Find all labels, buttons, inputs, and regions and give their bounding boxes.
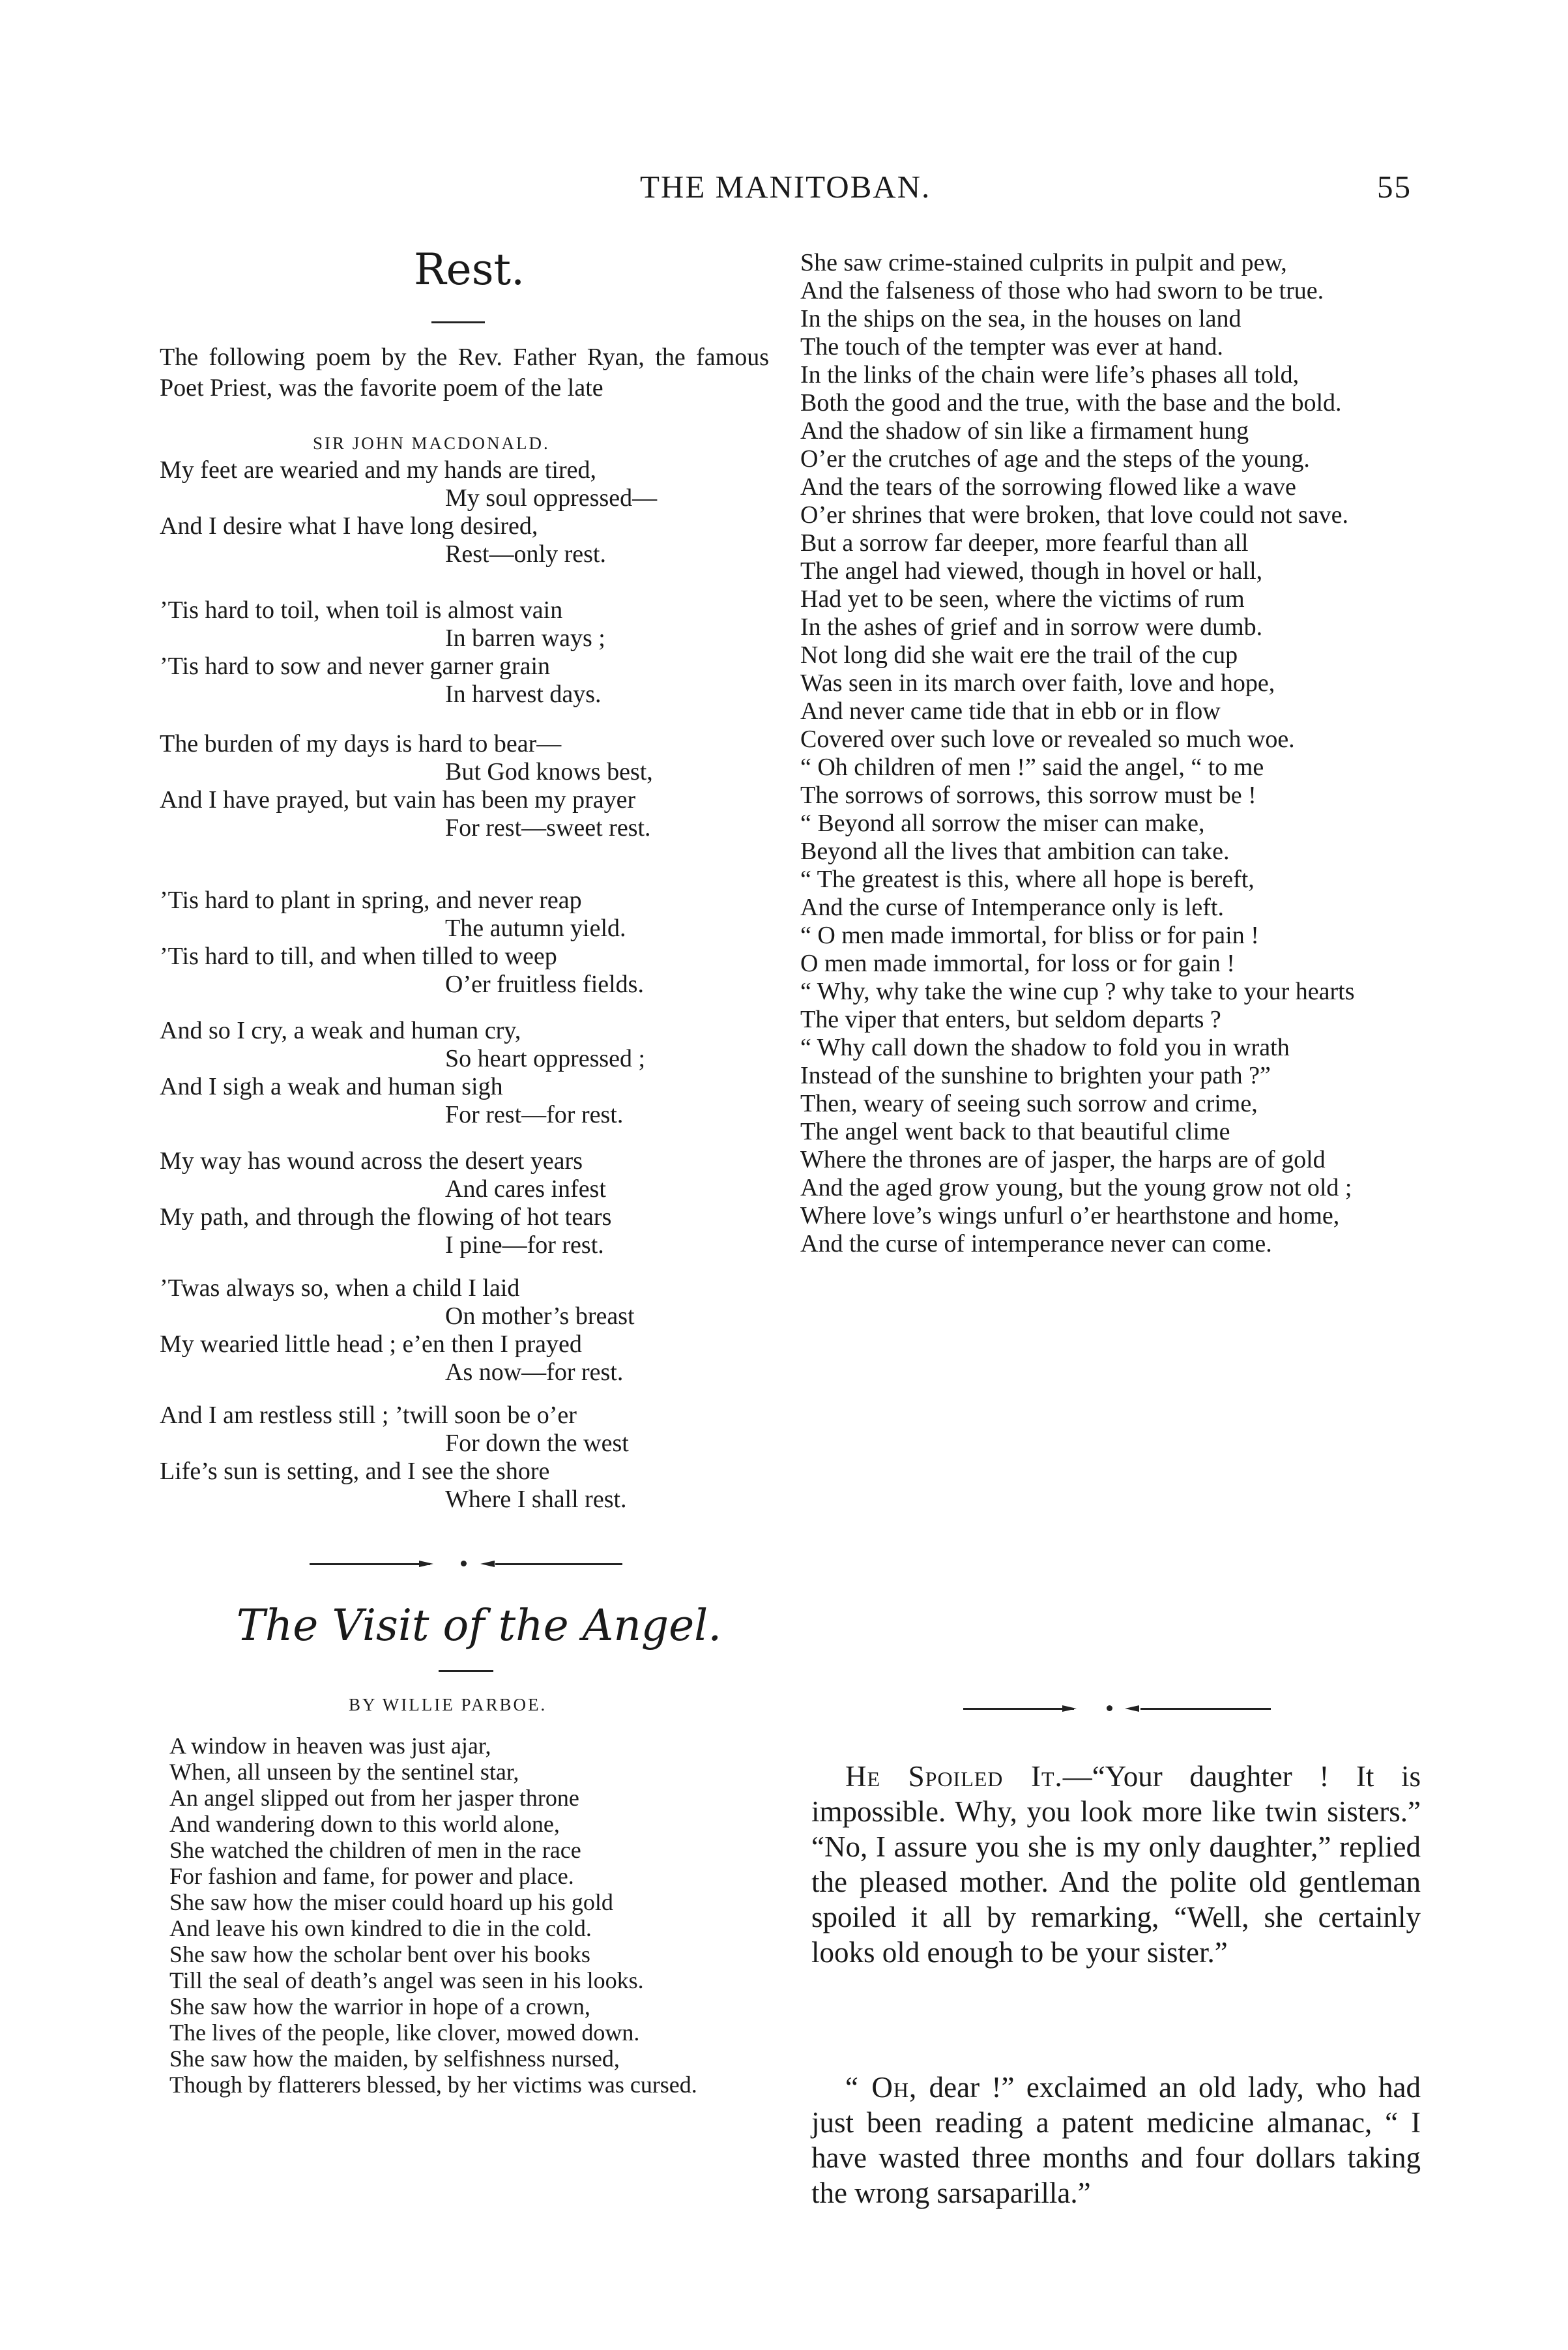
poem-line: And the tears of the sorrowing flowed like a wave	[800, 473, 1296, 501]
poem-line: Both the good and the true, with the base and the bold.	[800, 389, 1342, 417]
poem-line: “ Why call down the shadow to fold you in wrath	[800, 1034, 1290, 1061]
rest-dedication: SIR JOHN MACDONALD.	[313, 433, 550, 453]
poem-line: For down the west	[445, 1430, 629, 1457]
running-title: THE MANITOBAN.	[640, 169, 931, 205]
poem-line: For fashion and fame, for power and place.	[169, 1863, 574, 1889]
poem-line: She watched the children of men in the race	[169, 1837, 581, 1863]
poem-line: And I am restless still ; ’twill soon be o’er	[160, 1402, 577, 1429]
poem-line: On mother’s breast	[445, 1302, 635, 1330]
poem-line: And the aged grow young, but the young grow not old ;	[800, 1174, 1352, 1201]
angel-byline: BY WILLIE PARBOE.	[349, 1695, 547, 1714]
poem-line: “ Beyond all sorrow the miser can make,	[800, 810, 1205, 837]
poem-line: The viper that enters, but seldom departs ?	[800, 1006, 1221, 1033]
poem-line: ’Tis hard to sow and never garner grain	[160, 653, 551, 680]
poem-line: And the falseness of those who had sworn to be true.	[800, 277, 1324, 304]
poem-line: She saw how the miser could hoard up his gold	[169, 1889, 613, 1915]
poem-line: Life’s sun is setting, and I see the shore	[160, 1458, 550, 1485]
rest-stanza	[160, 1274, 772, 1387]
poem-line: In harvest days.	[445, 681, 602, 708]
poem-line: My soul oppressed—	[445, 484, 658, 512]
poem-line: And leave his own kindred to die in the cold.	[169, 1915, 592, 1941]
poem-line: “ O men made immortal, for bliss or for pain !	[800, 922, 1259, 949]
poem-line: A window in heaven was just ajar,	[169, 1733, 491, 1759]
poem-line: O’er the crutches of age and the steps of the young.	[800, 445, 1310, 473]
poem-line: Then, weary of seeing such sorrow and crime,	[800, 1090, 1258, 1117]
rest-stanza	[160, 1147, 772, 1259]
poem-line: And I sigh a weak and human sigh	[160, 1073, 503, 1100]
poem-line: For rest—sweet rest.	[445, 814, 651, 842]
rest-stanza	[160, 1402, 772, 1514]
poem-line: The sorrows of sorrows, this sorrow must be !	[800, 782, 1256, 809]
poem-line: In barren ways ;	[445, 624, 605, 652]
poem-line: ’Tis hard to plant in spring, and never reap	[160, 887, 582, 914]
angel-poem-right	[800, 249, 1426, 1258]
poem-line: She saw how the maiden, by selfishness nursed,	[169, 2046, 620, 2072]
poem-line: And never came tide that in ebb or in flow	[800, 698, 1221, 725]
poem-line: Was seen in its march over faith, love and hope,	[800, 669, 1275, 697]
poem-line: The autumn yield.	[445, 915, 626, 942]
poem-line: My way has wound across the desert years	[160, 1147, 583, 1175]
running-header	[0, 168, 1568, 207]
poem-line: Where love’s wings unfurl o’er hearthstone and home,	[800, 1202, 1340, 1229]
poem-line: In the links of the chain were life’s phases all told,	[800, 361, 1299, 389]
poem-line: The lives of the people, like clover, mowed down.	[169, 2020, 640, 2046]
poem-line: She saw how the scholar bent over his books	[169, 1941, 590, 1967]
poem-line: “ Oh children of men !” said the angel, “ to me	[800, 754, 1264, 781]
poem-line: As now—for rest.	[445, 1359, 624, 1386]
poem-line: ’Tis hard to till, and when tilled to weep	[160, 943, 557, 970]
poem-line: Not long did she wait ere the trail of the cup	[800, 641, 1238, 669]
angel-poem-left	[169, 1733, 776, 2098]
angel-title-rule	[439, 1670, 493, 1672]
poem-line: Where I shall rest.	[445, 1486, 627, 1513]
poem-line: Covered over such love or revealed so much woe.	[800, 726, 1295, 753]
poem-line: In the ships on the sea, in the houses on land	[800, 305, 1241, 332]
anecdote-lead: “ Oh,	[845, 2071, 918, 2104]
poem-line: “ Why, why take the wine cup ? why take to your hearts	[800, 978, 1355, 1005]
anecdote-sarsaparilla	[811, 2070, 1421, 2210]
poem-line: In the ashes of grief and in sorrow were dumb.	[800, 613, 1263, 641]
anecdote-text: —“Your daughter ! It is impossible. Why, you look more like twin sisters.” “No, I assure you she is my only daughter,” replied the pleased mother. And the polite old gentleman spoiled it all by remarking, “Well, she certainly looks old enough to be your sister.”	[811, 1760, 1421, 1969]
rest-intro: The following poem by the Rev. Father Ryan, the famous Poet Priest, was the favorite poem of the late	[160, 344, 769, 402]
poem-line: O’er shrines that were broken, that love could not save.	[800, 501, 1349, 529]
poem-line: My path, and through the flowing of hot tears	[160, 1203, 612, 1231]
poem-line: My wearied little head ; e’en then I prayed	[160, 1330, 582, 1358]
anecdote-text: dear !” exclaimed an old lady, who had just been reading a patent medicine almanac, “ I have wasted three months and four dollars taking the wrong sarsaparilla.”	[811, 2071, 1421, 2209]
poem-line: But God knows best,	[445, 758, 653, 786]
poem-line: My feet are wearied and my hands are tired,	[160, 456, 596, 484]
poem-line: And cares infest	[445, 1175, 606, 1203]
poem-line: Beyond all the lives that ambition can take.	[800, 838, 1230, 865]
poem-line: O’er fruitless fields.	[445, 971, 644, 998]
poem-line: So heart oppressed ;	[445, 1045, 646, 1072]
section-divider-ornament	[963, 1705, 1276, 1712]
rest-stanza	[160, 456, 772, 568]
poem-line: The touch of the tempter was ever at hand.	[800, 333, 1223, 360]
poem-line: Instead of the sunshine to brighten your path ?”	[800, 1062, 1271, 1089]
poem-line: And the curse of intemperance never can come.	[800, 1230, 1272, 1257]
poem-line: ’Tis hard to toil, when toil is almost vain	[160, 596, 563, 624]
anecdote-lead: He Spoiled It.	[845, 1760, 1063, 1793]
poem-line: And I desire what I have long desired,	[160, 512, 538, 540]
poem-line: When, all unseen by the sentinel star,	[169, 1759, 519, 1785]
rest-stanza	[160, 596, 772, 709]
rest-title: Rest.	[413, 244, 525, 295]
rest-title-rule	[431, 321, 485, 323]
poem-line: And wandering down to this world alone,	[169, 1811, 560, 1837]
poem-line: She saw how the warrior in hope of a crown,	[169, 1993, 590, 2020]
poem-line: And the shadow of sin like a firmament hung	[800, 417, 1249, 445]
poem-line: Rest—only rest.	[445, 540, 606, 568]
rest-stanza	[160, 887, 772, 999]
rest-stanza	[160, 730, 772, 842]
rest-stanza	[160, 1017, 772, 1129]
poem-line: She saw crime-stained culprits in pulpit and pew,	[800, 249, 1287, 276]
angel-title: The Visit of the Angel.	[236, 1600, 722, 1651]
section-divider-ornament	[310, 1560, 622, 1568]
poem-line: ’Twas always so, when a child I laid	[160, 1274, 520, 1302]
page-number: 55	[1377, 169, 1412, 205]
poem-line: And I have prayed, but vain has been my prayer	[160, 786, 636, 814]
poem-line: Had yet to be seen, where the victims of rum	[800, 585, 1245, 613]
poem-line: The angel had viewed, though in hovel or hall,	[800, 557, 1263, 585]
poem-line: And so I cry, a weak and human cry,	[160, 1017, 521, 1044]
poem-line: Till the seal of death’s angel was seen in his looks.	[169, 1967, 644, 1993]
poem-line: For rest—for rest.	[445, 1101, 624, 1128]
poem-line: The burden of my days is hard to bear—	[160, 730, 562, 757]
poem-line: O men made immortal, for loss or for gain !	[800, 950, 1235, 977]
poem-line: The angel went back to that beautiful clime	[800, 1118, 1230, 1145]
poem-line: But a sorrow far deeper, more fearful than all	[800, 529, 1249, 557]
poem-line: Where the thrones are of jasper, the harps are of gold	[800, 1146, 1326, 1173]
anecdote-spoiled-it	[811, 1759, 1421, 1970]
poem-line: And the curse of Intemperance only is left.	[800, 894, 1224, 921]
poem-line: “ The greatest is this, where all hope is bereft,	[800, 866, 1255, 893]
poem-line: I pine—for rest.	[445, 1231, 604, 1259]
poem-line: Though by flatterers blessed, by her victims was cursed.	[169, 2072, 697, 2098]
poem-line: An angel slipped out from her jasper throne	[169, 1785, 579, 1811]
